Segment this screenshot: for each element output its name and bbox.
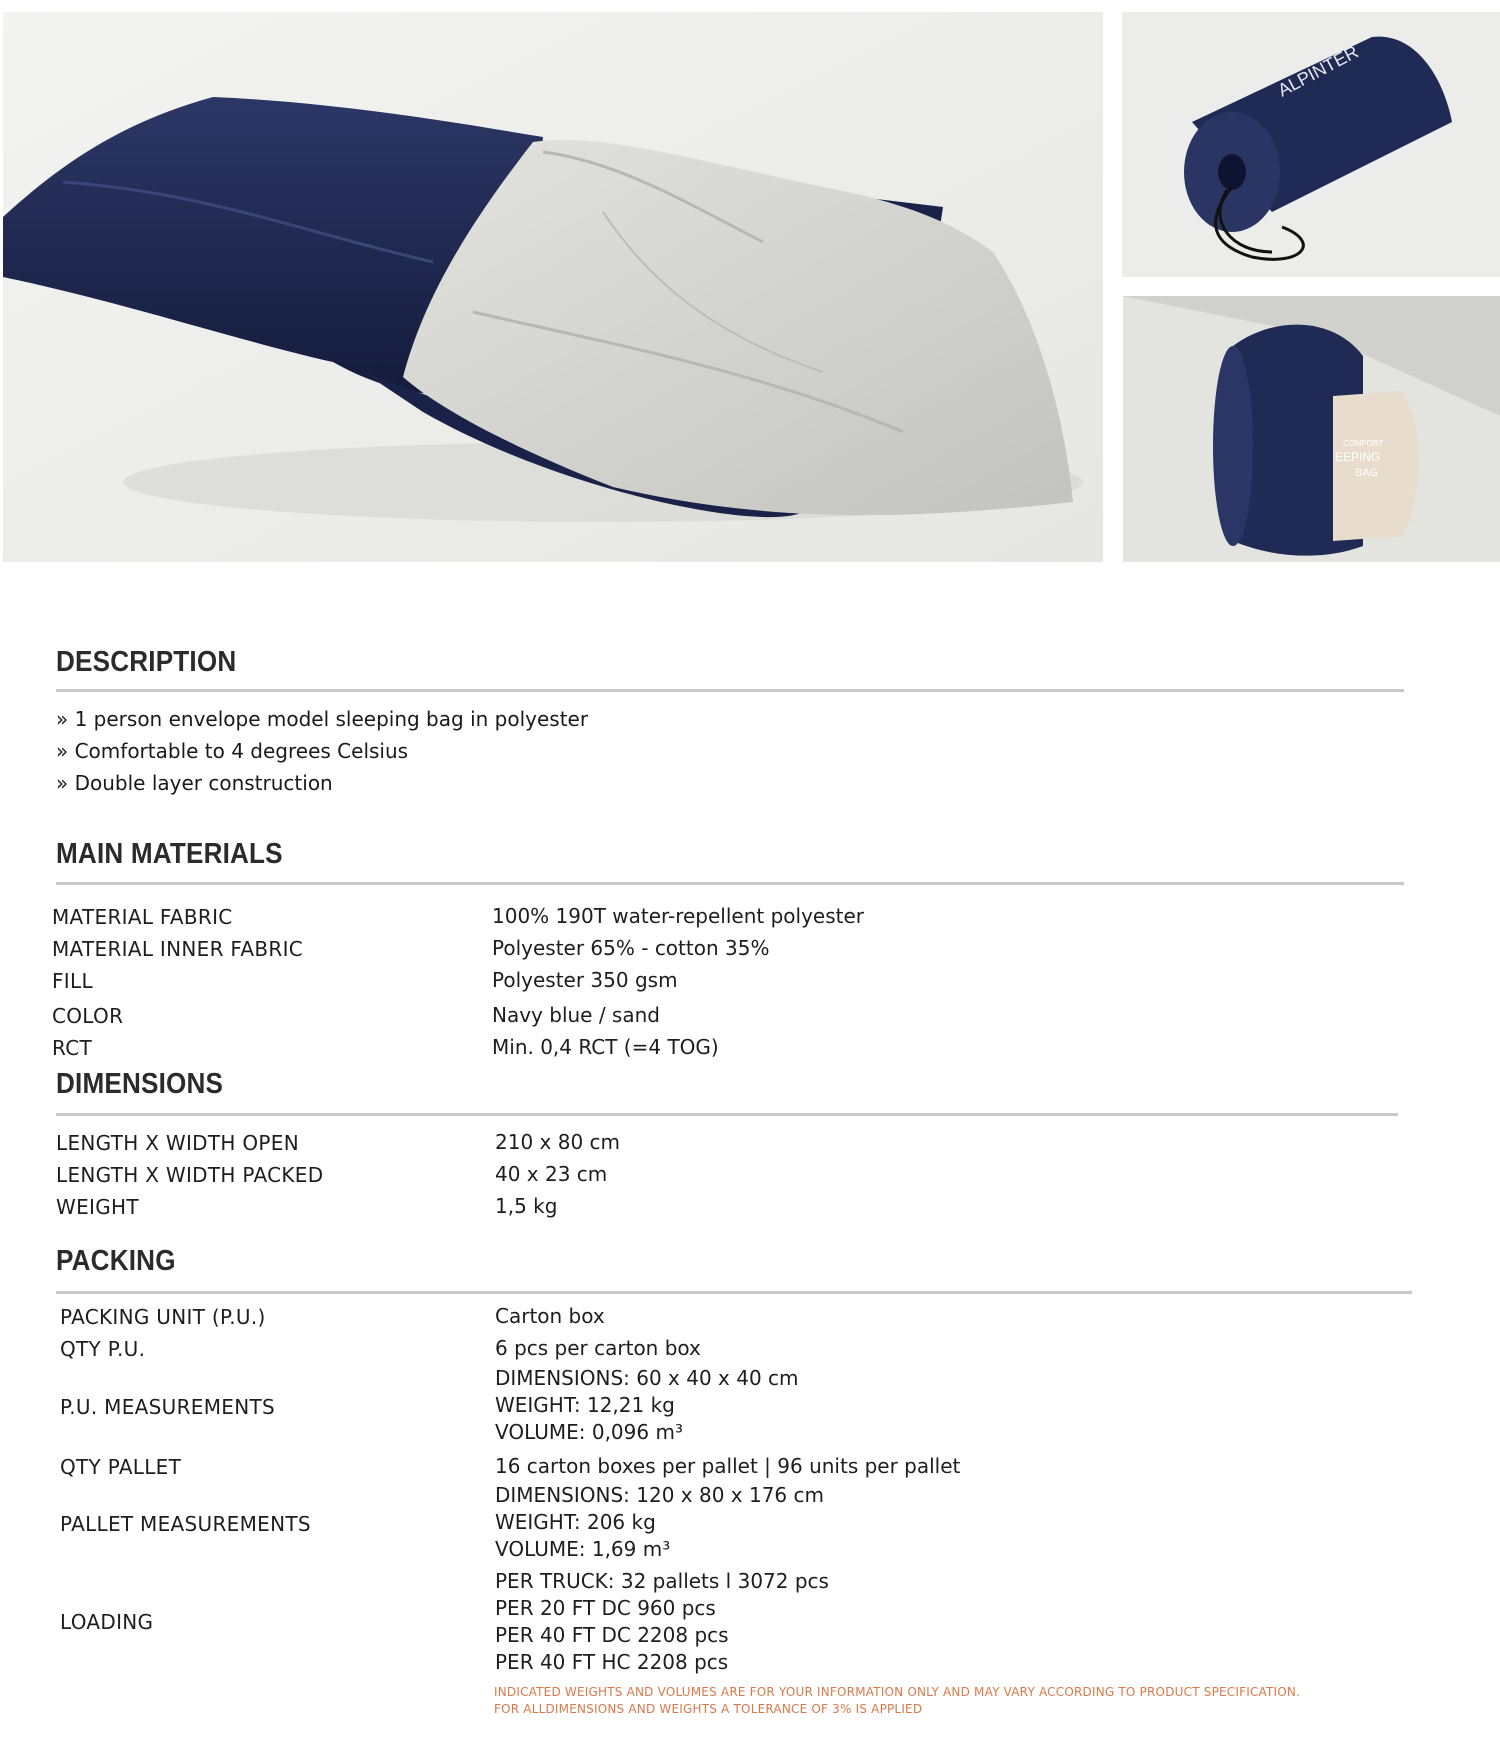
spec-label: LENGTH X WIDTH PACKED [56, 1163, 324, 1187]
main-materials-divider [56, 882, 1404, 885]
packing-label: PACKING UNIT (P.U.) [60, 1305, 266, 1329]
packing-heading: PACKING [56, 1245, 176, 1277]
packing-label: PALLET MEASUREMENTS [60, 1512, 311, 1536]
description-bullet: » 1 person envelope model sleeping bag in polyester [56, 707, 589, 731]
svg-text:COMFORT: COMFORT [1343, 439, 1384, 448]
packed-drawstring-photo [1122, 12, 1500, 277]
spec-value: Min. 0,4 RCT (=4 TOG) [492, 1035, 719, 1059]
svg-text:ALPINTER: ALPINTER [1274, 41, 1362, 101]
spec-label: MATERIAL FABRIC [52, 905, 233, 929]
description-divider [56, 689, 1404, 692]
spec-value: Navy blue / sand [492, 1003, 660, 1027]
spec-value: 40 x 23 cm [495, 1162, 608, 1186]
packing-value: DIMENSIONS: 120 x 80 x 176 cm WEIGHT: 206 kg VOLUME: 1,69 m³ [495, 1483, 824, 1561]
spec-label: WEIGHT [56, 1195, 139, 1219]
spec-label: FILL [52, 969, 93, 993]
spec-label: RCT [52, 1036, 92, 1060]
packing-label: QTY PALLET [60, 1455, 182, 1479]
description-bullet: » Comfortable to 4 degrees Celsius [56, 739, 409, 763]
spec-label: MATERIAL INNER FABRIC [52, 937, 304, 961]
packing-value: DIMENSIONS: 60 x 40 x 40 cm WEIGHT: 12,21 kg VOLUME: 0,096 m³ [495, 1366, 799, 1444]
spec-value: Polyester 350 gsm [492, 968, 678, 992]
packing-label: LOADING [60, 1610, 154, 1634]
spec-label: LENGTH X WIDTH OPEN [56, 1131, 299, 1155]
svg-text:BAG: BAG [1355, 467, 1379, 479]
spec-value: Polyester 65% - cotton 35% [492, 936, 770, 960]
packing-value: Carton box [495, 1304, 605, 1328]
spec-value: 100% 190T water-repellent polyester [492, 904, 865, 928]
packing-value: 6 pcs per carton box [495, 1336, 701, 1360]
description-bullet: » Double layer construction [56, 771, 333, 795]
packed-label-photo [1123, 296, 1500, 562]
description-heading: DESCRIPTION [56, 646, 237, 678]
spec-label: COLOR [52, 1004, 124, 1028]
packing-value: PER TRUCK: 32 pallets l 3072 pcs PER 20 FT DC 960 pcs PER 40 FT DC 2208 pcs PER 40 FT HC 2208 pcs [495, 1569, 829, 1674]
packing-label: P.U. MEASUREMENTS [60, 1395, 275, 1419]
main-materials-heading: MAIN MATERIALS [56, 838, 283, 870]
dimensions-heading: DIMENSIONS [56, 1068, 224, 1100]
packing-divider [56, 1291, 1412, 1294]
dimensions-divider [56, 1113, 1398, 1116]
packing-label: QTY P.U. [60, 1337, 146, 1361]
tolerance-note: INDICATED WEIGHTS AND VOLUMES ARE FOR YOUR INFORMATION ONLY AND MAY VARY ACCORDING TO PRODUCT SPECIFICATION. FOR ALLDIMENSIONS AND WEIGHTS A TOLERANCE OF 3% IS APPLIED [494, 1685, 1301, 1716]
packing-value: 16 carton boxes per pallet | 96 units per pallet [495, 1454, 961, 1478]
main-product-photo [3, 12, 1103, 562]
spec-value: 210 x 80 cm [495, 1130, 621, 1154]
svg-text:EEPING: EEPING [1335, 450, 1381, 464]
spec-value: 1,5 kg [495, 1194, 558, 1218]
